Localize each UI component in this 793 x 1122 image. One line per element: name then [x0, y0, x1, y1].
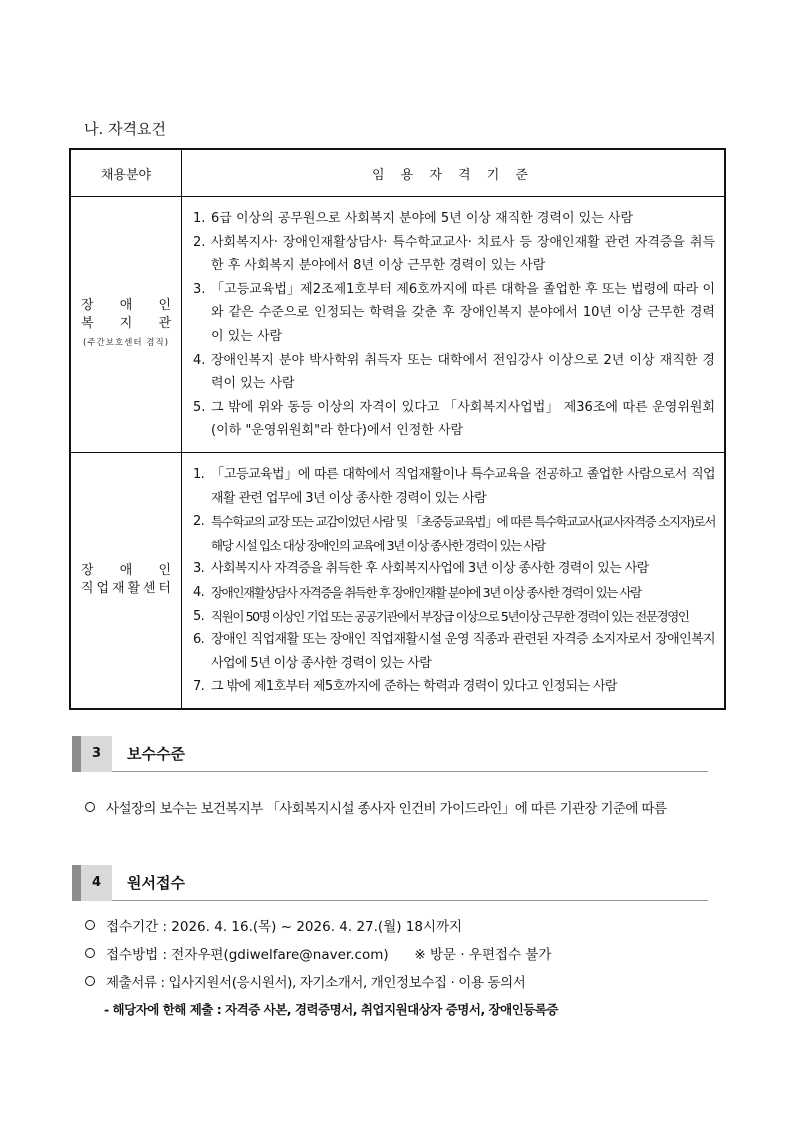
section-number-badge: 4 [72, 865, 112, 901]
list-item: 1. 「고등교육법」에 따른 대학에서 직업재활이나 특수교육을 전공하고 졸업한 사람으로서 직업재활 관련 업무에 3년 이상 종사한 경력이 있는 사람 [193, 466, 715, 506]
list-item: 5. 그 밖에 위와 동등 이상의 자격이 있다고 「사회복지사업법」 제36조에 따른 운영위원회(이하 "운영위원회"라 한다)에서 인정한 사람 [193, 399, 715, 439]
section-title: 원서접수 [127, 874, 185, 892]
list-item: 6. 장애인 직업재활 또는 장애인 직업재활시설 운영 직종과 관련된 자격증 소지자로서 장애인복지사업에 5년 이상 종사한 경력이 있는 사람 [193, 632, 715, 671]
section-4-header [72, 865, 708, 901]
method-bullet: 접수방법 : 전자우편(gdiwelfare@naver.com) ※ 방문 · 우편접수 불가 [85, 943, 551, 963]
list-item: 3. 「고등교육법」제2조제1호부터 제6호까지에 따른 대학을 졸업한 후 또는 법령에 따라 이와 같은 수준으로 인정되는 학력을 갖춘 후 장애인복지 분야에서 10년 이상 근무한 경력이 있는 사람 [193, 281, 715, 344]
table-header-row [70, 149, 725, 197]
header-criteria: 임 용 자 격 기 준 [182, 149, 726, 197]
category-note: (주간보호센터 겸직) [82, 337, 170, 348]
period-bullet: 접수기간 : 2026. 4. 16.(목) ~ 2026. 4. 27.(월) 18시까지 [85, 915, 462, 935]
list-item: 5. 직원이 50명 이상인 기업 또는 공공기관에서 부장급 이상으로 5년이상 근무한 경력이 있는 전문경영인 [193, 608, 689, 624]
criteria-cell [182, 197, 726, 453]
section-divider [112, 771, 708, 772]
list-item: 7. 그 밖에 제1호부터 제5호까지에 준하는 학력과 경력이 있다고 인정되는 사람 [193, 679, 617, 695]
circle-bullet-icon [85, 976, 95, 986]
qualification-heading: 나. 자격요건 [84, 120, 166, 138]
circle-bullet-icon [85, 920, 95, 930]
list-item: 3. 사회복지사 자격증을 취득한 후 사회복지사업에 3년 이상 종사한 경력이 있는 사람 [193, 561, 649, 577]
category-line2: 복 지 관 [81, 315, 171, 331]
header-field: 채용분야 [70, 149, 182, 197]
salary-bullet: 사설장의 보수는 보건복지부 「사회복지시설 종사자 인건비 가이드라인」에 따른 기관장 기준에 따름 [85, 797, 666, 817]
conditional-documents-note: - 해당자에 한해 제출 : 자격증 사본, 경력증명서, 취업지원대상자 증명서, 장애인등록증 [104, 1002, 559, 1017]
category-welfare-center [70, 197, 182, 453]
section-number-badge: 3 [72, 736, 112, 772]
criteria-cell [182, 452, 726, 708]
section-divider [112, 900, 708, 901]
table-row [70, 197, 725, 453]
category-vocational-center [70, 452, 182, 708]
qualification-table [69, 148, 726, 710]
table-row [70, 452, 725, 708]
list-item: 4. 장애인복지 분야 박사학위 취득자 또는 대학에서 전임강사 이상으로 2년 이상 재직한 경력이 있는 사람 [193, 352, 715, 392]
documents-bullet: 제출서류 : 입사지원서(응시원서), 자기소개서, 개인정보수집 · 이용 동의서 [85, 971, 525, 991]
list-item: 1. 6급 이상의 공무원으로 사회복지 분야에 5년 이상 재직한 경력이 있는 사람 [193, 211, 634, 226]
criteria-list [183, 198, 723, 451]
list-item: 2. 사회복지사· 장애인재활상담사· 특수학교교사· 치료사 등 장애인재활 관련 자격증을 취득한 후 사회복지 분야에서 8년 이상 근무한 경력이 있는 사람 [193, 234, 715, 274]
criteria-list [183, 454, 723, 707]
category-line2: 직 업 재 활 센 터 [81, 581, 171, 597]
category-line1: 장 애 인 [81, 563, 171, 579]
circle-bullet-icon [85, 802, 95, 812]
category-line1: 장 애 인 [81, 297, 171, 313]
section-3-header [72, 736, 708, 772]
list-item: 4. 장애인재활상담사 자격증을 취득한 후 장애인재활 분야에 3년 이상 종사한 경력이 있는 사람 [193, 584, 641, 600]
section-title: 보수수준 [127, 745, 185, 763]
circle-bullet-icon [85, 948, 95, 958]
list-item: 2. 특수학교의 교장 또는 교감이었던 사람 및 「초중등교육법」에 따른 특수학교교사(교사자격증 소지자)로서 해당 시설 입소 대상 장애인의 교육에 3년 이상 종사한 경력이 있는 사람 [193, 514, 715, 553]
